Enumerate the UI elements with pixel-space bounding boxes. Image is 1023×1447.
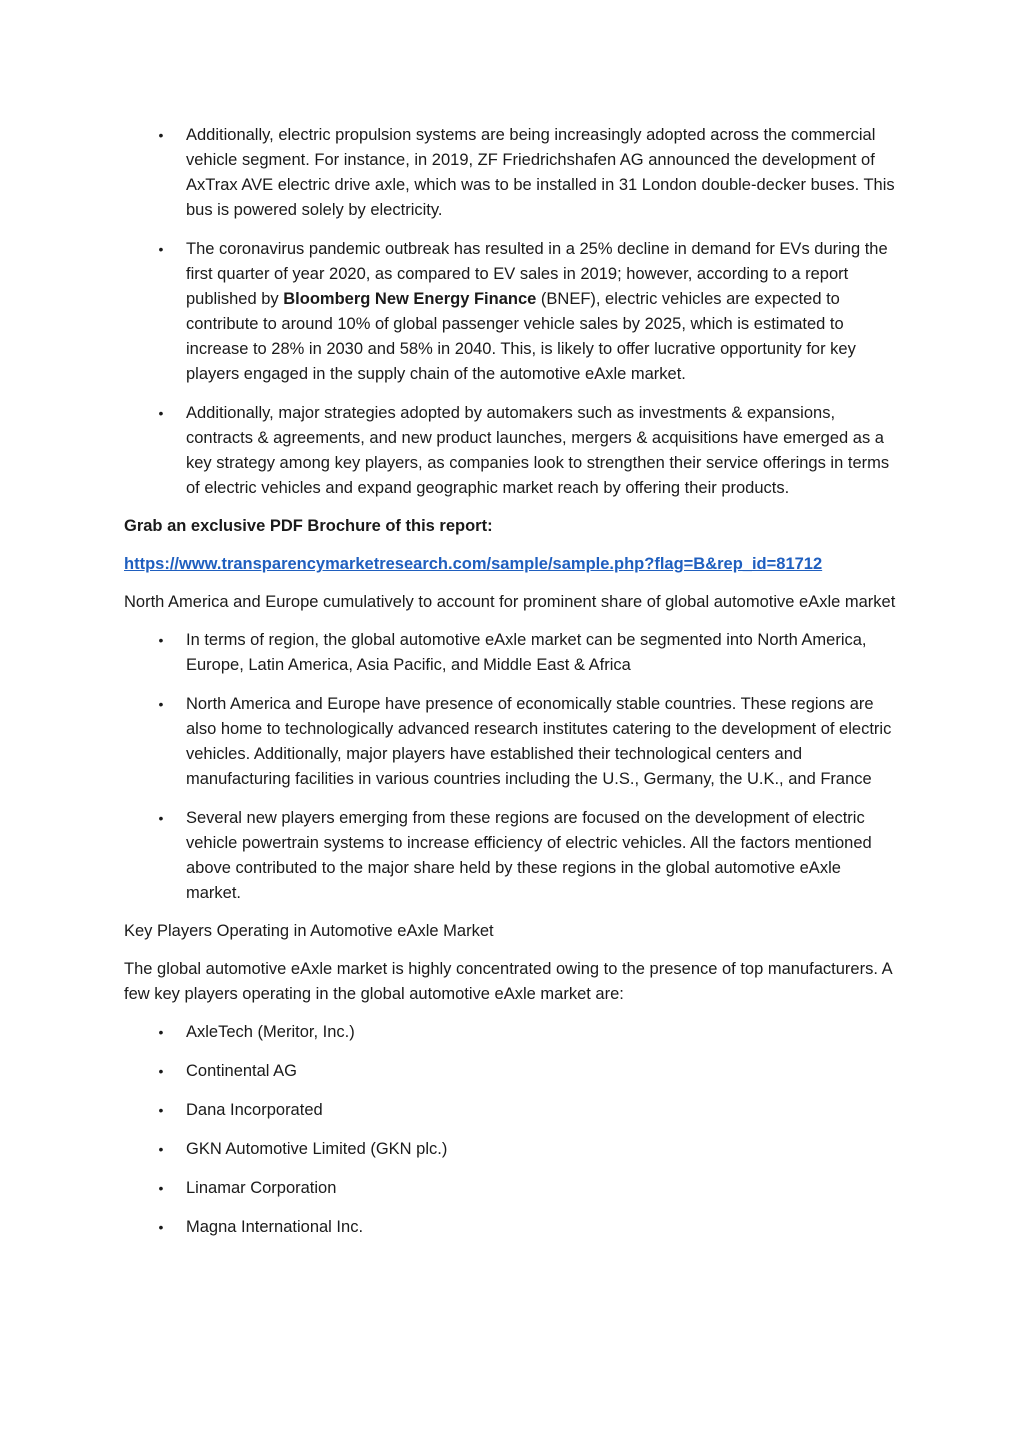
list-item	[124, 1020, 899, 1045]
list-item	[124, 237, 899, 387]
bullet-icon: •	[158, 127, 164, 143]
list-item-text: Magna International Inc.	[186, 1218, 364, 1236]
brochure-heading: Grab an exclusive PDF Brochure of this report:	[124, 517, 493, 535]
bullet-icon: •	[158, 1024, 164, 1040]
bullet-icon: •	[158, 1180, 164, 1196]
region-bullet-list	[124, 628, 899, 906]
bold-source-name: Bloomberg New Energy Finance	[283, 290, 537, 308]
list-item-text: AxleTech (Meritor, Inc.)	[186, 1023, 355, 1041]
players-list	[124, 1020, 899, 1240]
list-item-text: Additionally, electric propulsion systems are being increasingly adopted across the commercial vehicle segment. For instance, in 2019, ZF Friedrichshafen AG announced the development of AxTrax AVE electric drive axle, which was to be installed in 31 London double-decker buses. This bus is powered solely by electricity.	[186, 126, 895, 219]
players-heading: Key Players Operating in Automotive eAxle Market	[124, 922, 494, 940]
bullet-icon: •	[158, 810, 164, 826]
list-item-text: Continental AG	[186, 1062, 297, 1080]
players-intro: The global automotive eAxle market is highly concentrated owing to the presence of top manufacturers. A few key players operating in the global automotive eAxle market are:	[124, 960, 892, 1003]
list-item	[124, 1098, 899, 1123]
bullet-icon: •	[158, 405, 164, 421]
list-item-text: Additionally, major strategies adopted by automakers such as investments & expansions, contracts & agreements, and new product launches, mergers & acquisitions have emerged as a key strategy among key players, as companies look to strengthen their service offerings in terms of electric vehicles and expand geographic market reach by offering their products.	[186, 404, 890, 497]
brochure-link[interactable]: https://www.transparencymarketresearch.com/sample/sample.php?flag=B&rep_id=81712	[124, 555, 823, 573]
list-item-text: Linamar Corporation	[186, 1179, 337, 1197]
brochure-link-paragraph	[124, 552, 899, 577]
list-item	[124, 123, 899, 223]
list-item	[124, 806, 899, 906]
intro-bullet-list	[124, 123, 899, 501]
list-item	[124, 1176, 899, 1201]
list-item	[124, 1137, 899, 1162]
list-item-text: In terms of region, the global automotive eAxle market can be segmented into North America, Europe, Latin America, Asia Pacific, and Middle East & Africa	[186, 631, 867, 674]
list-item-text-part: The coronavirus pandemic outbreak has resulted in a 25% decline in demand for EVs during the first quarter of year 2020, as compared to EV sales in 2019; however, according to a report published by	[186, 240, 888, 308]
list-item	[124, 1059, 899, 1084]
list-item	[124, 1215, 899, 1240]
list-item	[124, 401, 899, 501]
document-page	[124, 123, 899, 1253]
list-item-text: Several new players emerging from these regions are focused on the development of electric vehicle powertrain systems to increase efficiency of electric vehicles. All the factors mentioned above contributed to the major share held by these regions in the global automotive eAxle market.	[186, 809, 872, 902]
list-item-text-part: (BNEF), electric vehicles are expected to contribute to around 10% of global passenger vehicle sales by 2025, which is estimated to increase to 28% in 2030 and 58% in 2040. This, is likely to offer lucrative opportunity for key players engaged in the supply chain of the automotive eAxle market.	[186, 290, 856, 383]
bullet-icon: •	[158, 1102, 164, 1118]
list-item	[124, 692, 899, 792]
bullet-icon: •	[158, 241, 164, 257]
list-item	[124, 628, 899, 678]
bullet-icon: •	[158, 1141, 164, 1157]
list-item-text: GKN Automotive Limited (GKN plc.)	[186, 1140, 448, 1158]
region-heading: North America and Europe cumulatively to account for prominent share of global automotive eAxle market	[124, 593, 896, 611]
bullet-icon: •	[158, 1063, 164, 1079]
bullet-icon: •	[158, 632, 164, 648]
list-item-text: Dana Incorporated	[186, 1101, 323, 1119]
bullet-icon: •	[158, 1219, 164, 1235]
bullet-icon: •	[158, 696, 164, 712]
list-item-text: North America and Europe have presence of economically stable countries. These regions are also home to technologically advanced research institutes catering to the development of electric vehicles. Additionally, major players have established their technological centers and manufacturing facilities in various countries including the U.S., Germany, the U.K., and France	[186, 695, 892, 788]
